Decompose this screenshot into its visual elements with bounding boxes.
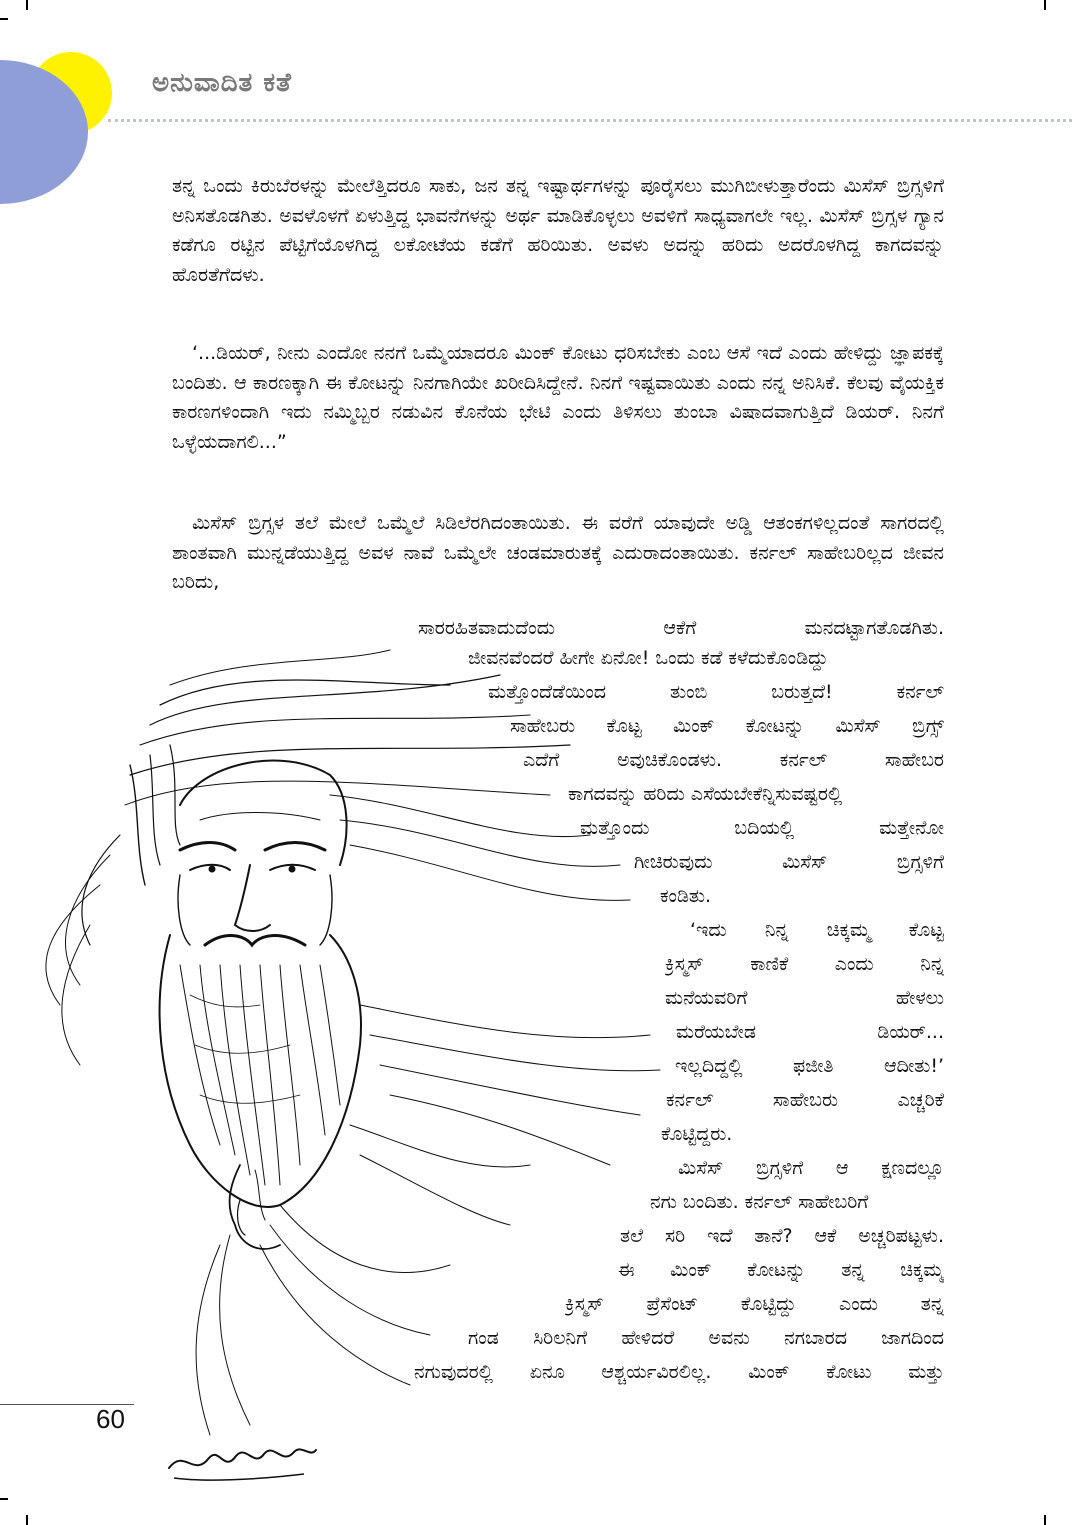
text-line: ಮರೆಯಬೇಡ ಡಿಯರ್... [676,1021,944,1043]
paragraph: ‘...ಡಿಯರ್, ನೀನು ಎಂದೋ ನನಗೆ ಒಮ್ಮೆಯಾದರೂ ಮಿಂಕ್ ಕೋಟು ಧರಿಸಬೇಕು ಎಂಬ ಆಸೆ ಇದೆ ಎಂದು ಹೇಳಿದ್ದು ಜ್ಞಾಪಕಕ್ಕೆ ಬಂದಿತು. ಆ ಕಾರಣಕ್ಕಾಗಿ ಈ ಕೋಟನ್ನು ನಿನಗಾಗಿಯೇ ಖರೀದಿಸಿದ್ದೇನೆ. ನಿನಗೆ ಇಷ್ಟವಾಯಿತು ಎಂದು ನನ್ನ ಅನಿಸಿಕೆ. ಕೆಲವು ವೈಯಕ್ತಿಕ ಕಾರಣಗಳಿಂದಾಗಿ ಇದು ನಮ್ಮಿಬ್ಬರ ನಡುವಿನ ಕೊನೆಯ ಭೇಟಿ ಎಂದು ತಿಳಿಸಲು ತುಂಬಾ ವಿಷಾದವಾಗುತ್ತಿದೆ ಡಿಯರ್. ನಿನಗೆ ಒಳ್ಳೆಯದಾಗಲಿ...” [172,342,944,453]
text-line: ಮನೆಯವರಿಗೆ ಹೇಳಲು [665,987,944,1009]
text-line: ಸಾರರಹಿತವಾದುದೆಂದು ಆಕೆಗೆ ಮನದಟ್ಟಾಗತೊಡಗಿತು. [418,617,944,639]
text-line: ತಲೆ ಸರಿ ಇದೆ ತಾನೆ? ಆಕೆ ಅಚ್ಚರಿಪಟ್ಟಳು. [620,1225,944,1247]
text-line: ಗಂಡ ಸಿರಿಲನಿಗೆ ಹೇಳಿದರೆ ಅವನು ನಗಬಾರದ ಜಾಗದಿಂದ [468,1327,944,1349]
text-line: ಗೀಚಿರುವುದು ಮಿಸೆಸ್ ಬ್ರಿಗ್ಸಳಿಗೆ [634,851,944,873]
crop-mark [1044,0,1046,10]
crop-mark [26,0,28,10]
crop-mark [0,1498,8,1500]
text-line: ಕ್ರಿಸ್ಮಸ್ ಕಾಣಿಕೆ ಎಂದು ನಿನ್ನ [665,953,944,975]
paragraph: ಮಿಸೆಸ್ ಬ್ರಿಗ್ಸಳ ತಲೆ ಮೇಲೆ ಒಮ್ಮೆಲೆ ಸಿಡಿಲೆರಗಿದಂತಾಯಿತು. ಈ ವರೆಗೆ ಯಾವುದೇ ಅಡ್ಡಿ ಆತಂಕಗಳಿಲ್ಲದಂತೆ ಸಾಗರದಲ್ಲಿ ಶಾಂತವಾಗಿ ಮುನ್ನಡೆಯುತ್ತಿದ್ದ ಅವಳ ನಾವೆ ಒಮ್ಮೆಲೇ ಚಂಡಮಾರುತಕ್ಕೆ ಎದುರಾದಂತಾಯಿತು. ಕರ್ನಲ್ ಸಾಹೇಬರಿಲ್ಲದ ಜೀವನ ಬರಿದು, [172,512,944,593]
text-line: ಇಲ್ಲದಿದ್ದಲ್ಲಿ ಫಜೀತಿ ಆದೀತು!’ [675,1055,944,1077]
text-line: ಕೊಟ್ಟಿದ್ದರು. [661,1123,733,1145]
text-line: ಈ ಮಿಂಕ್ ಕೋಟನ್ನು ತನ್ನ ಚಿಕ್ಕಮ್ಮ [618,1259,944,1281]
text-line: ಸಾಹೇಬರು ಕೊಟ್ಟ ಮಿಂಕ್ ಕೋಟನ್ನು ಮಿಸೆಸ್ ಬ್ರಿಗ್ಸ್ [510,715,944,737]
text-line: ಮತ್ತೊಂದು ಬದಿಯಲ್ಲಿ ಮತ್ತೇನೋ [580,817,944,839]
text-line: ಕಂಡಿತು. [660,885,712,907]
text-line: ನಗು ಬಂದಿತು. ಕರ್ನಲ್ ಸಾಹೇಬರಿಗೆ [650,1191,869,1213]
page-number: 60 [96,1404,125,1434]
paragraph: ತನ್ನ ಒಂದು ಕಿರುಬೆರಳನ್ನು ಮೇಲೆತ್ತಿದರೂ ಸಾಕು, ಜನ ತನ್ನ ಇಷ್ಟಾರ್ಥಗಳನ್ನು ಪೂರೈಸಲು ಮುಗಿಬೀಳುತ್ತಾರೆಂದು ಮಿಸೆಸ್ ಬ್ರಿಗ್ಸಳಿಗೆ ಅನಿಸತೊಡಗಿತು. ಅವಳೊಳಗೆ ಏಳುತ್ತಿದ್ದ ಭಾವನೆಗಳನ್ನು ಅರ್ಥ ಮಾಡಿಕೊಳ್ಳಲು ಅವಳಿಗೆ ಸಾಧ್ಯವಾಗಲೇ ಇಲ್ಲ. ಮಿಸೆಸ್ ಬ್ರಿಗ್ಸಳ ಗ್ಯಾನ ಕಡೆಗೂ ರಟ್ಟಿನ ಪೆಟ್ಟಿಗೆಯೊಳಗಿದ್ದ ಲಕೋಟೆಯ ಕಡೆಗೆ ಹರಿಯಿತು. ಅವಳು ಅದನ್ನು ಹರಿದು ಅದರೊಳಗಿದ್ದ ಕಾಗದವನ್ನು ಹೊರತೆಗೆದಳು. [172,175,944,286]
text-line: ಜೀವನವೆಂದರೆ ಹೀಗೇ ಏನೋ! ಒಂದು ಕಡೆ ಕಳೆದುಕೊಂಡಿದ್ದು [468,647,829,669]
artist-signature [164,1438,324,1488]
text-line: ಕರ್ನಲ್ ಸಾಹೇಬರು ಎಚ್ಚರಿಕೆ [666,1089,944,1111]
crop-mark [0,18,8,20]
text-line: ‘ಇದು ನಿನ್ನ ಚಿಕ್ಕಮ್ಮ ಕೊಟ್ಟ [690,919,944,941]
section-title: ಅನುವಾದಿತ ಕತೆ [152,68,292,98]
crop-mark [1044,1515,1046,1525]
text-line: ಮತ್ತೊಂದೆಡೆಯಿಂದ ತುಂಬಿ ಬರುತ್ತದೆ! ಕರ್ನಲ್ [488,681,944,703]
text-line: ಕಾಗದವನ್ನು ಹರಿದು ಎಸೆಯಬೇಕೆನ್ನಿಸುವಷ್ಟರಲ್ಲಿ [568,783,843,805]
crop-mark [26,1515,28,1525]
text-line: ಎದೆಗೆ ಅವುಚಿಕೊಂಡಳು. ಕರ್ನಲ್ ಸಾಹೇಬರ [523,749,944,771]
text-line: ಕ್ರಿಸ್ಮಸ್ ಪ್ರೆಸೆಂಟ್ ಕೊಟ್ಟಿದ್ದು ಎಂದು ತನ್ನ [565,1293,944,1315]
text-line: ಮಿಸೆಸ್ ಬ್ರಿಗ್ಸಳಿಗೆ ಆ ಕ್ಷಣದಲ್ಲೂ [678,1157,944,1179]
text-line: ನಗುವುದರಲ್ಲಿ ಏನೂ ಆಶ್ಚರ್ಯವಿರಲಿಲ್ಲ. ಮಿಂಕ್ ಕೋಟು ಮತ್ತು [414,1361,944,1383]
bearded-man-illustration [30,645,680,1485]
dotted-divider [108,119,1072,122]
